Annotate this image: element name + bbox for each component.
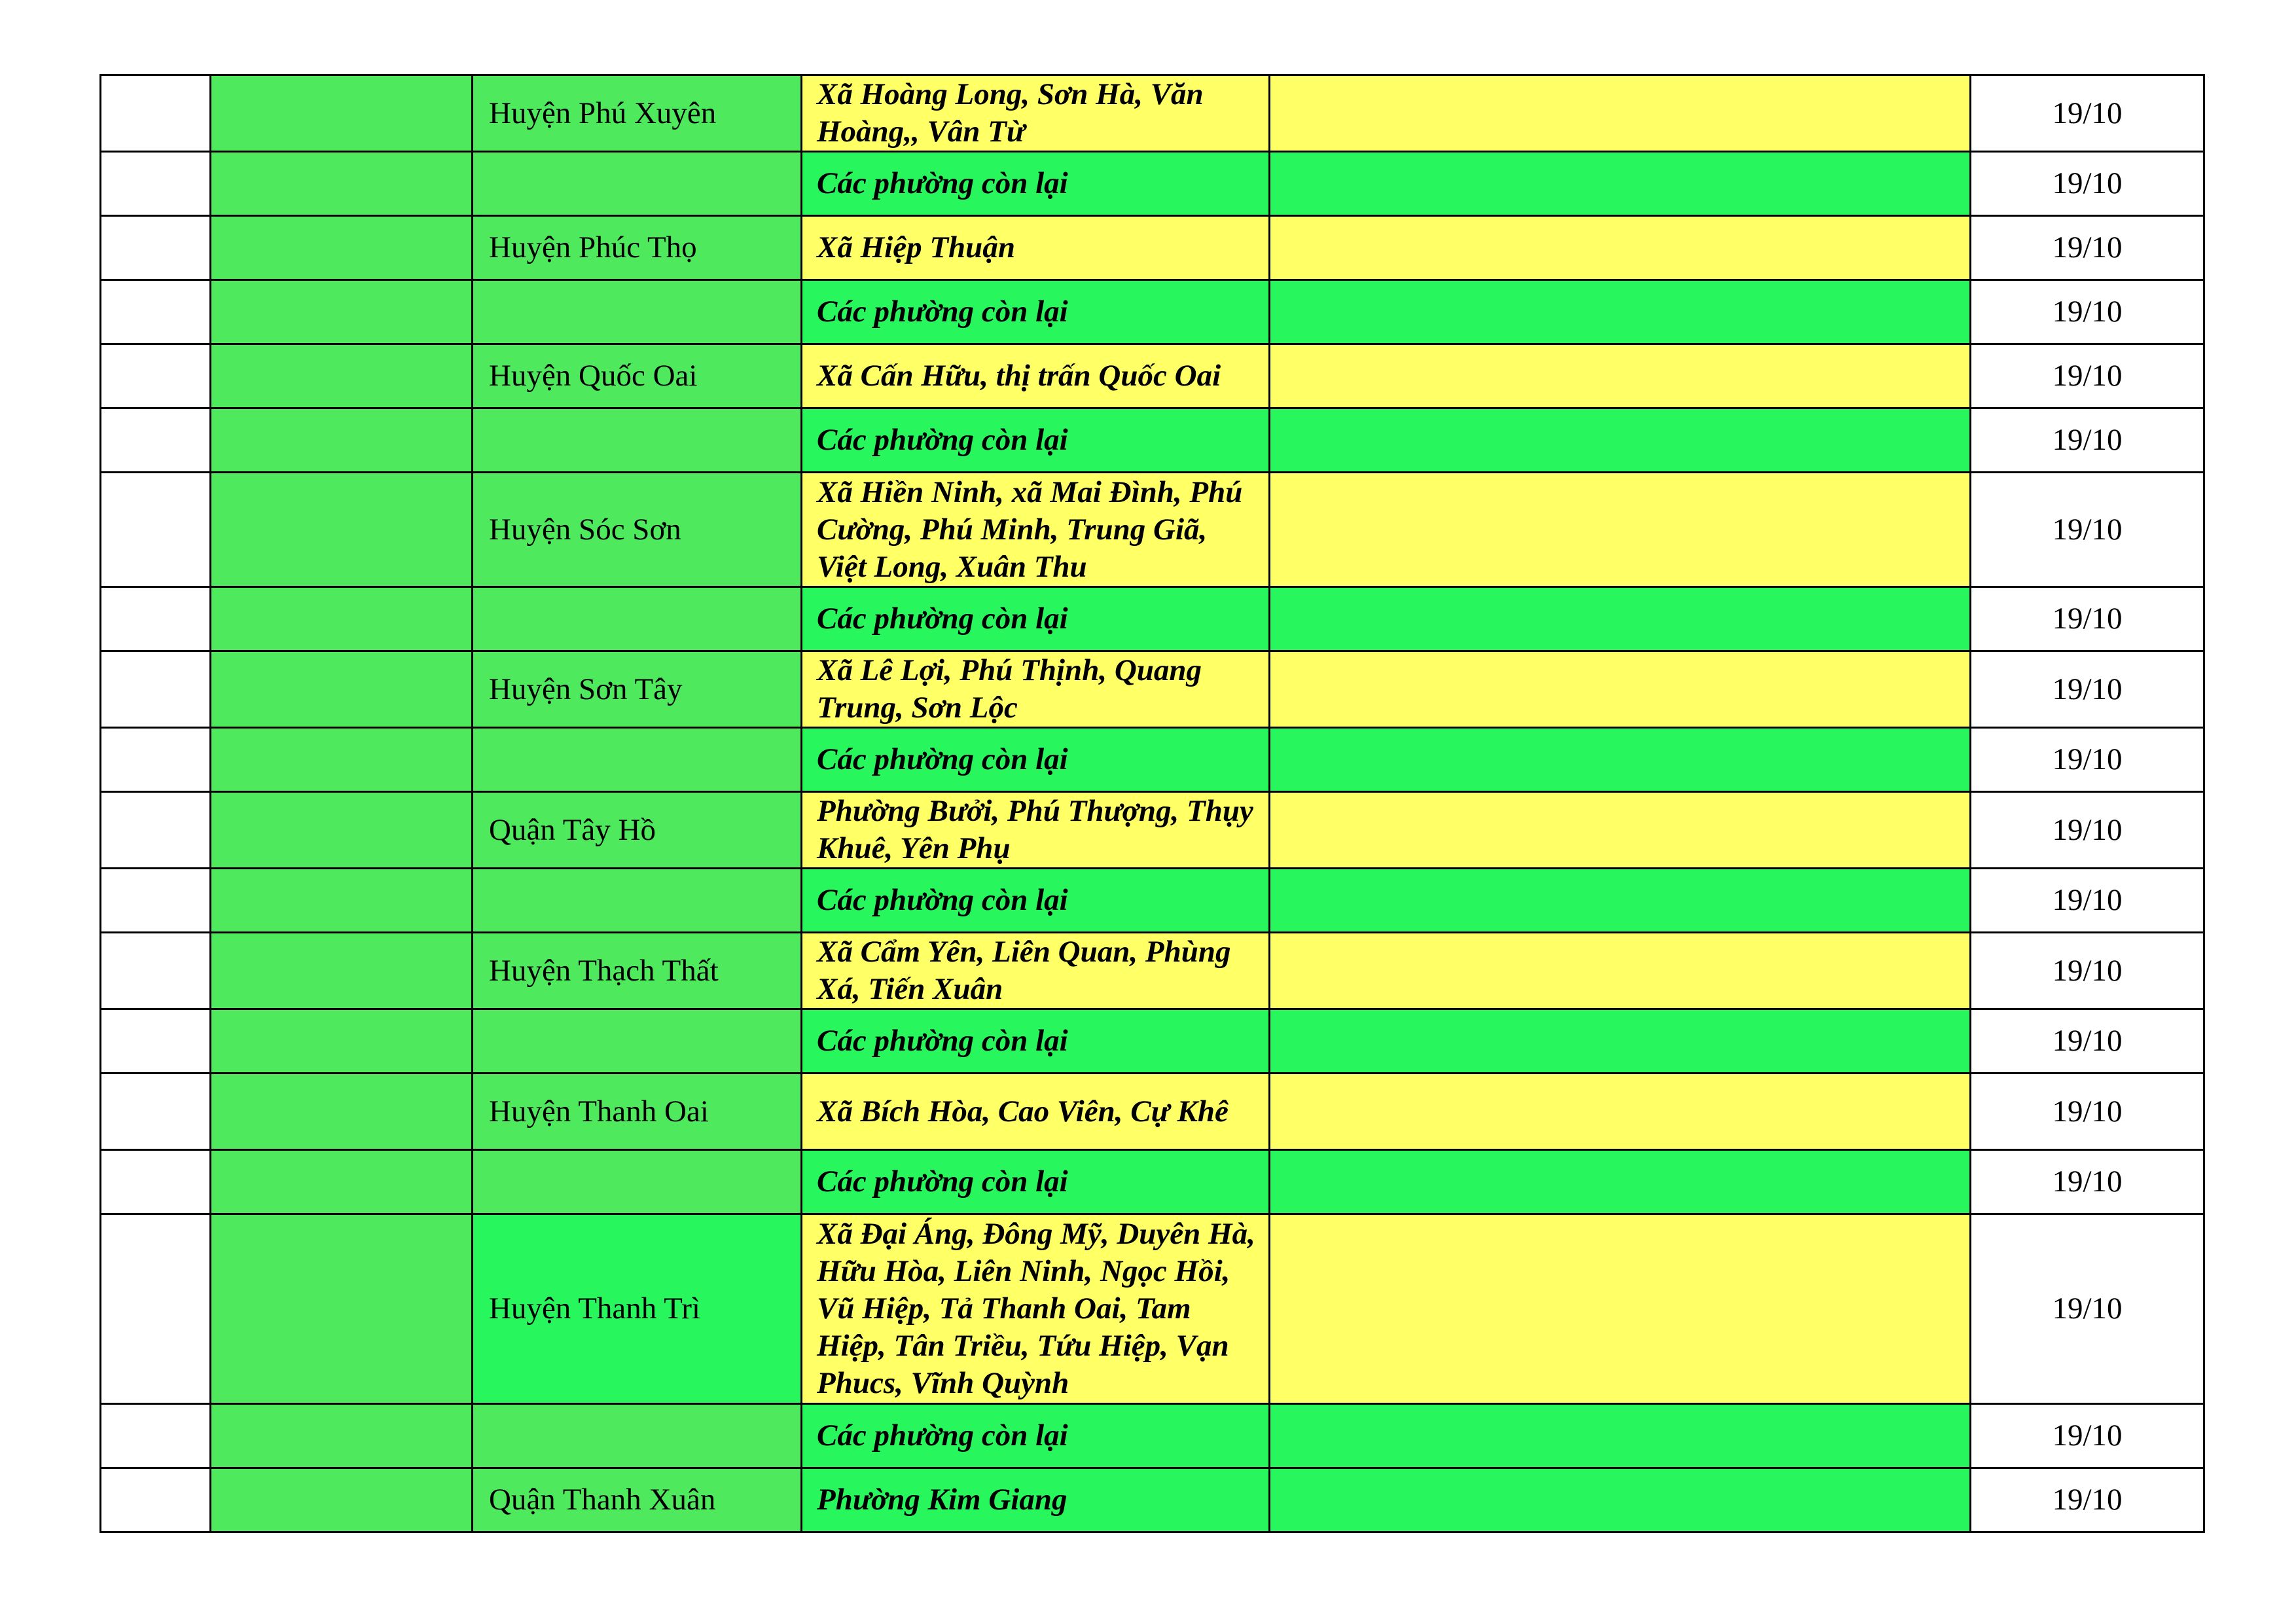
note-cell: [1270, 152, 1971, 216]
area-cell: Các phường còn lại: [802, 1404, 1270, 1468]
stt-cell: [101, 280, 211, 344]
table-row: [101, 280, 2204, 344]
date-cell: 19/10: [1971, 1404, 2204, 1468]
stt-cell: [101, 869, 211, 933]
table-row: [101, 1404, 2204, 1468]
date-cell: 19/10: [1971, 1074, 2204, 1150]
note-cell: [1270, 728, 1971, 792]
area-cell: Phường Bưởi, Phú Thượng, Thụy Khuê, Yên Phụ: [802, 792, 1270, 869]
note-cell: [1270, 408, 1971, 473]
district-cell: [473, 1150, 802, 1214]
date-cell: 19/10: [1971, 473, 2204, 587]
stt-cell: [101, 1074, 211, 1150]
date-cell: 19/10: [1971, 587, 2204, 651]
district-cell: [473, 728, 802, 792]
district-cell: [473, 587, 802, 651]
date-cell: 19/10: [1971, 344, 2204, 408]
province-cell: [211, 869, 473, 933]
province-cell: [211, 75, 473, 152]
note-cell: [1270, 280, 1971, 344]
note-cell: [1270, 75, 1971, 152]
date-cell: 19/10: [1971, 1468, 2204, 1532]
district-cell: Huyện Quốc Oai: [473, 344, 802, 408]
table-row: [101, 728, 2204, 792]
stt-cell: [101, 344, 211, 408]
district-cell: [473, 408, 802, 473]
area-cell: Xã Lê Lợi, Phú Thịnh, Quang Trung, Sơn Lộc: [802, 651, 1270, 728]
area-cell: Xã Hiệp Thuận: [802, 216, 1270, 280]
table-row: [101, 75, 2204, 152]
stt-cell: [101, 473, 211, 587]
district-cell: [473, 280, 802, 344]
stt-cell: [101, 933, 211, 1009]
note-cell: [1270, 869, 1971, 933]
table-row: [101, 1468, 2204, 1532]
note-cell: [1270, 216, 1971, 280]
stt-cell: [101, 651, 211, 728]
stt-cell: [101, 728, 211, 792]
note-cell: [1270, 1150, 1971, 1214]
province-cell: [211, 1214, 473, 1404]
stt-cell: [101, 1150, 211, 1214]
date-cell: 19/10: [1971, 728, 2204, 792]
table-row: [101, 344, 2204, 408]
date-cell: 19/10: [1971, 280, 2204, 344]
note-cell: [1270, 344, 1971, 408]
province-cell: [211, 587, 473, 651]
table-row: [101, 1009, 2204, 1074]
date-cell: 19/10: [1971, 651, 2204, 728]
area-cell: Xã Đại Áng, Đông Mỹ, Duyên Hà, Hữu Hòa, Liên Ninh, Ngọc Hồi, Vũ Hiệp, Tả Thanh Oai, Tam Hiệp, Tân Triều, Tứu Hiệp, Vạn Phucs, Vĩnh Quỳnh: [802, 1214, 1270, 1404]
note-cell: [1270, 1404, 1971, 1468]
note-cell: [1270, 473, 1971, 587]
province-cell: [211, 152, 473, 216]
district-cell: Huyện Thanh Trì: [473, 1214, 802, 1404]
district-cell: [473, 152, 802, 216]
stt-cell: [101, 1009, 211, 1074]
province-cell: [211, 651, 473, 728]
table-row: [101, 216, 2204, 280]
table-row: [101, 587, 2204, 651]
area-cell: Xã Hoàng Long, Sơn Hà, Văn Hoàng,, Vân Từ: [802, 75, 1270, 152]
province-cell: [211, 1404, 473, 1468]
area-cell: Các phường còn lại: [802, 869, 1270, 933]
table-row: [101, 152, 2204, 216]
date-cell: 19/10: [1971, 933, 2204, 1009]
date-cell: 19/10: [1971, 75, 2204, 152]
note-cell: [1270, 651, 1971, 728]
date-cell: 19/10: [1971, 408, 2204, 473]
note-cell: [1270, 792, 1971, 869]
date-cell: 19/10: [1971, 1009, 2204, 1074]
stt-cell: [101, 1468, 211, 1532]
note-cell: [1270, 587, 1971, 651]
area-cell: Các phường còn lại: [802, 152, 1270, 216]
area-cell: Các phường còn lại: [802, 587, 1270, 651]
stt-cell: [101, 408, 211, 473]
district-cell: Huyện Phú Xuyên: [473, 75, 802, 152]
area-cell: Các phường còn lại: [802, 280, 1270, 344]
province-cell: [211, 473, 473, 587]
province-cell: [211, 728, 473, 792]
district-cell: Huyện Thanh Oai: [473, 1074, 802, 1150]
district-cell: Huyện Phúc Thọ: [473, 216, 802, 280]
note-cell: [1270, 933, 1971, 1009]
stt-cell: [101, 1214, 211, 1404]
province-cell: [211, 280, 473, 344]
province-cell: [211, 1468, 473, 1532]
province-cell: [211, 344, 473, 408]
stt-cell: [101, 792, 211, 869]
stt-cell: [101, 587, 211, 651]
district-cell: [473, 869, 802, 933]
date-cell: 19/10: [1971, 869, 2204, 933]
table-row: [101, 869, 2204, 933]
stt-cell: [101, 216, 211, 280]
note-cell: [1270, 1009, 1971, 1074]
district-cell: [473, 1404, 802, 1468]
table-row: [101, 1150, 2204, 1214]
area-cell: Xã Bích Hòa, Cao Viên, Cự Khê: [802, 1074, 1270, 1150]
table-row: [101, 1214, 2204, 1404]
district-cell: Quận Thanh Xuân: [473, 1468, 802, 1532]
stt-cell: [101, 152, 211, 216]
area-cell: Các phường còn lại: [802, 1150, 1270, 1214]
province-cell: [211, 1150, 473, 1214]
date-cell: 19/10: [1971, 152, 2204, 216]
note-cell: [1270, 1074, 1971, 1150]
table-row: [101, 473, 2204, 587]
district-cell: [473, 1009, 802, 1074]
table-row: [101, 792, 2204, 869]
ward-table: [99, 74, 2205, 1533]
date-cell: 19/10: [1971, 792, 2204, 869]
area-cell: Xã Hiền Ninh, xã Mai Đình, Phú Cường, Phú Minh, Trung Giã, Việt Long, Xuân Thu: [802, 473, 1270, 587]
province-cell: [211, 216, 473, 280]
table-row: [101, 1074, 2204, 1150]
table-row: [101, 651, 2204, 728]
district-cell: Huyện Thạch Thất: [473, 933, 802, 1009]
district-cell: Huyện Sóc Sơn: [473, 473, 802, 587]
table-row: [101, 933, 2204, 1009]
date-cell: 19/10: [1971, 1214, 2204, 1404]
province-cell: [211, 933, 473, 1009]
stt-cell: [101, 75, 211, 152]
province-cell: [211, 792, 473, 869]
province-cell: [211, 1074, 473, 1150]
note-cell: [1270, 1468, 1971, 1532]
area-cell: Xã Cấn Hữu, thị trấn Quốc Oai: [802, 344, 1270, 408]
date-cell: 19/10: [1971, 1150, 2204, 1214]
area-cell: Các phường còn lại: [802, 1009, 1270, 1074]
district-cell: Huyện Sơn Tây: [473, 651, 802, 728]
note-cell: [1270, 1214, 1971, 1404]
district-cell: Quận Tây Hồ: [473, 792, 802, 869]
date-cell: 19/10: [1971, 216, 2204, 280]
province-cell: [211, 408, 473, 473]
area-cell: Các phường còn lại: [802, 728, 1270, 792]
area-cell: Xã Cẩm Yên, Liên Quan, Phùng Xá, Tiến Xuân: [802, 933, 1270, 1009]
stt-cell: [101, 1404, 211, 1468]
table-row: [101, 408, 2204, 473]
province-cell: [211, 1009, 473, 1074]
area-cell: Phường Kim Giang: [802, 1468, 1270, 1532]
area-cell: Các phường còn lại: [802, 408, 1270, 473]
